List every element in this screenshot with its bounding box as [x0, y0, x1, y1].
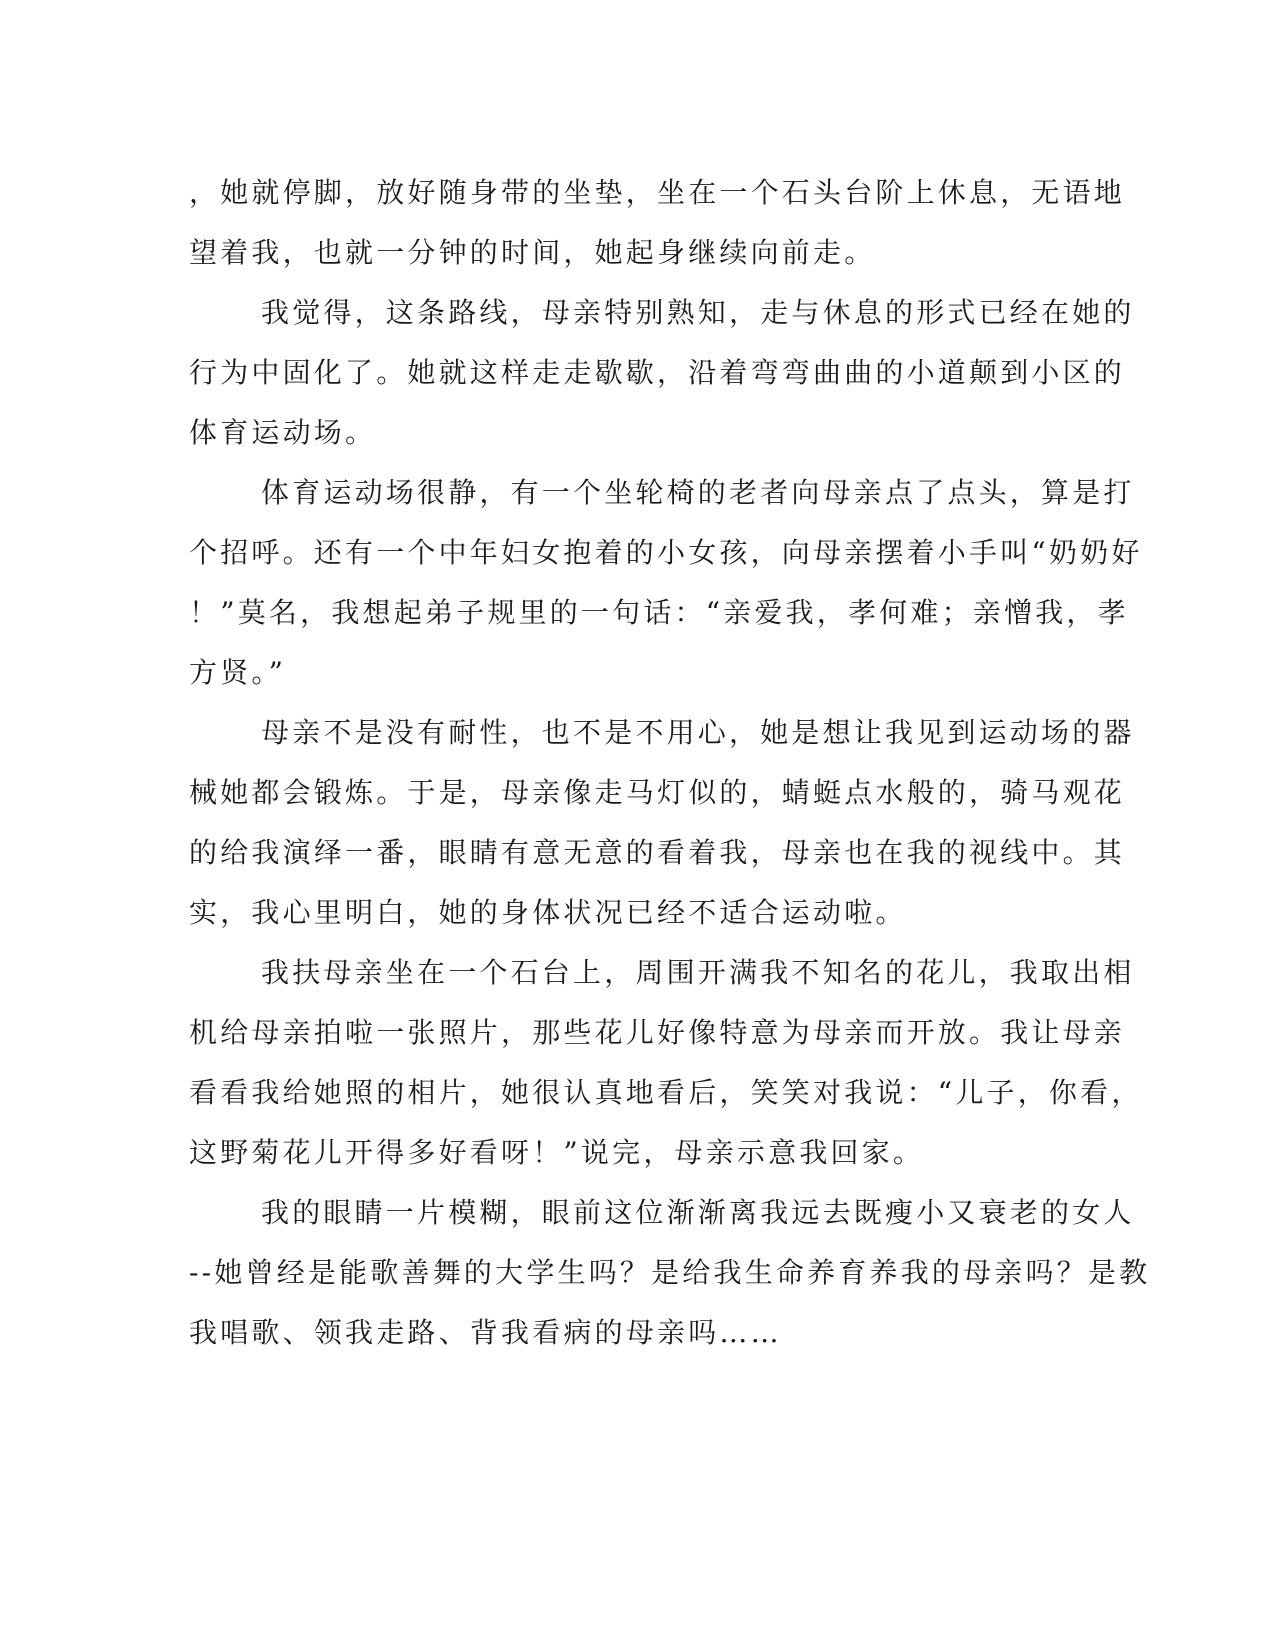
paragraph-line: 我扶母亲坐在一个石台上，周围开满我不知名的花儿，我取出相 [261, 956, 1135, 989]
paragraph-line: 实，我心里明白，她的身体状况已经不适合运动啦。 [189, 896, 907, 929]
paragraph-line: ！”莫名，我想起弟子规里的一句话：“亲爱我，孝何难；亲憎我，孝 [189, 596, 1129, 629]
paragraph-line: 我唱歌、领我走路、背我看病的母亲吗…… [189, 1316, 782, 1349]
paragraph-6 [189, 1183, 1151, 1363]
paragraph-3 [189, 463, 1143, 703]
paragraph-1 [189, 163, 1126, 283]
paragraph-line: 方贤。” [189, 656, 287, 689]
paragraph-line: 母亲不是没有耐性，也不是不用心，她是想让我见到运动场的器 [261, 716, 1135, 749]
paragraph-line: 望着我，也就一分钟的时间，她起身继续向前走。 [189, 236, 876, 269]
paragraph-5 [189, 943, 1143, 1183]
paragraph-2 [189, 283, 1135, 463]
paragraph-line: 这野菊花儿开得多好看呀！”说完，母亲示意我回家。 [189, 1136, 925, 1169]
paragraph-line: 我觉得，这条路线，母亲特别熟知，走与休息的形式已经在她的 [261, 296, 1135, 329]
paragraph-line: ，她就停脚，放好随身带的坐垫，坐在一个石头台阶上休息，无语地 [189, 176, 1126, 209]
paragraph-line: 的给我演绎一番，眼睛有意无意的看着我，母亲也在我的视线中。其 [189, 836, 1126, 869]
paragraph-line: 个招呼。还有一个中年妇女抱着的小女孩，向母亲摆着小手叫“奶奶好 [189, 536, 1143, 569]
paragraph-line: 机给母亲拍啦一张照片，那些花儿好像特意为母亲而开放。我让母亲 [189, 1016, 1126, 1049]
paragraph-line: 看看我给她照的相片，她很认真地看后，笑笑对我说：“儿子，你看， [189, 1076, 1143, 1109]
paragraph-line: 械她都会锻炼。于是，母亲像走马灯似的，蜻蜓点水般的，骑马观花 [189, 776, 1126, 809]
paragraph-line: 我的眼睛一片模糊，眼前这位渐渐离我远去既瘦小又衰老的女人 [261, 1196, 1135, 1229]
paragraph-line: 体育运动场很静，有一个坐轮椅的老者向母亲点了点头，算是打 [261, 476, 1135, 509]
paragraph-line: --她曾经是能歌善舞的大学生吗？是给我生命养育养我的母亲吗？是教 [189, 1256, 1151, 1289]
paragraph-4 [189, 703, 1135, 943]
article-body [189, 163, 1151, 1363]
paragraph-line: 行为中固化了。她就这样走走歇歇，沿着弯弯曲曲的小道颠到小区的 [189, 356, 1126, 389]
paragraph-line: 体育运动场。 [189, 416, 377, 449]
